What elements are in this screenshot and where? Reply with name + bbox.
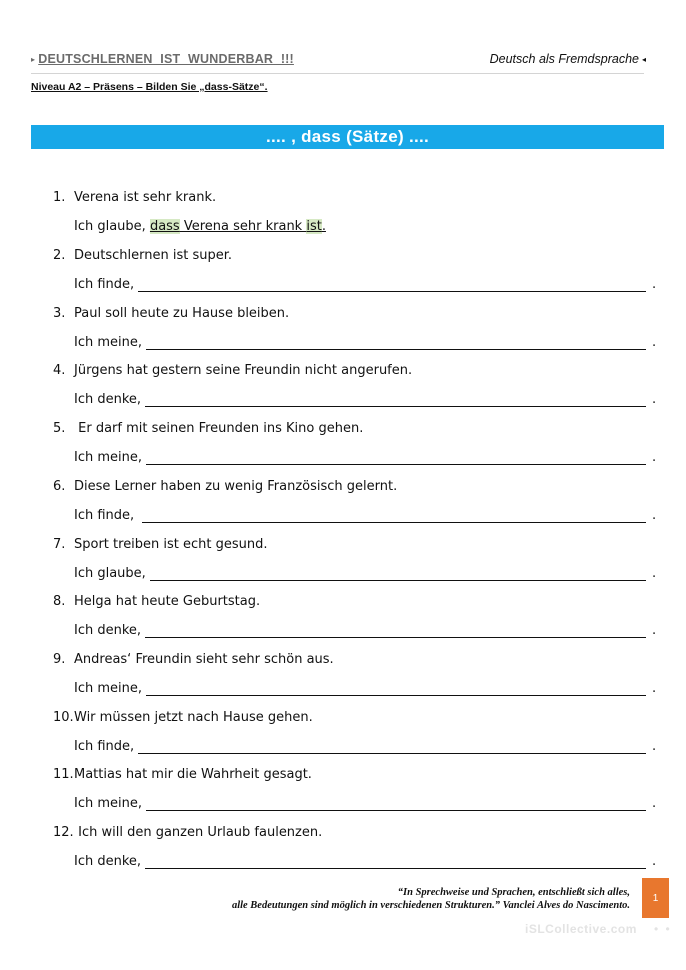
answer-blank-line[interactable]	[145, 393, 646, 407]
exercise-sentence: Verena ist sehr krank.	[74, 190, 217, 205]
exercise-prompt	[53, 421, 363, 436]
answer-blank-line[interactable]	[146, 336, 646, 350]
exercise-sentence: Sport treiben ist echt gesund.	[74, 536, 268, 552]
exercise-prompt	[53, 363, 412, 378]
exercise-sentence: Paul soll heute zu Hause bleiben.	[74, 305, 290, 321]
exercise-number: 1.	[53, 190, 66, 205]
watermark: iSLCollective.com	[525, 922, 637, 936]
answer-start: Ich meine,	[74, 450, 142, 466]
example-answer	[74, 219, 326, 234]
highlight-dass: dass	[149, 219, 180, 234]
exercise-sentence: Ich will den ganzen Urlaub faulenzen.	[74, 825, 323, 840]
answer-row	[74, 392, 656, 407]
exercise-sentence: Diese Lerner haben zu wenig Französisch gelernt.	[74, 478, 398, 494]
exercise-number: 2.	[53, 248, 66, 263]
exercise-prompt	[53, 248, 232, 263]
exercise-number: 11.	[53, 767, 74, 783]
answer-start: Ich denke,	[74, 854, 142, 869]
answer-start: Ich meine,	[74, 334, 142, 350]
page-title: .... , dass (Sätze) ....	[265, 127, 430, 146]
exercise-prompt	[53, 594, 260, 609]
exercise-sentence: Helga hat heute Geburtstag.	[74, 594, 261, 610]
title-banner	[31, 125, 664, 149]
answer-period: .	[652, 738, 657, 754]
exercise-number: 6.	[53, 478, 66, 494]
answer-period: .	[652, 565, 657, 581]
exercise-prompt	[53, 479, 397, 494]
exercise-sentence: Wir müssen jetzt nach Hause gehen.	[74, 709, 313, 725]
answer-period: .	[652, 334, 657, 350]
footer-quote	[232, 886, 630, 912]
exercise-number: 12.	[53, 825, 74, 840]
answer-blank-line[interactable]	[142, 509, 646, 523]
answer-row	[74, 566, 656, 581]
page-number: 1	[652, 892, 659, 904]
exercise-prompt	[53, 710, 313, 725]
quote-line-1: “In Sprechweise und Sprachen, entschließt sich alles,	[397, 887, 630, 898]
answer-start: Ich glaube,	[74, 219, 150, 234]
answer-blank-line[interactable]	[138, 740, 646, 754]
answer-start: Ich glaube,	[74, 565, 146, 581]
exercise-prompt	[53, 306, 289, 321]
answer-period: .	[652, 854, 657, 869]
answer-middle: Verena sehr krank	[179, 219, 307, 234]
answer-blank-line[interactable]	[146, 797, 646, 811]
exercise-sentence: Mattias hat mir die Wahrheit gesagt.	[74, 767, 312, 783]
exercise-sentence: Andreas‘ Freundin sieht sehr schön aus.	[74, 651, 334, 667]
watermark-dots: • •	[654, 922, 672, 936]
exercise-number: 5.	[53, 421, 66, 437]
answer-blank-line[interactable]	[138, 278, 646, 292]
exercise-number: 4.	[53, 363, 66, 379]
worksheet-instructions: Niveau A2 – Präsens – Bilden Sie „dass-Sätze“.	[31, 81, 268, 93]
exercise-sentence: Er darf mit seinen Freunden ins Kino gehen.	[74, 421, 364, 437]
answer-row	[74, 796, 656, 811]
header-site-title-text: DEUTSCHLERNEN IST WUNDERBAR !!!	[38, 52, 294, 66]
answer-row	[74, 277, 656, 292]
answer-row	[74, 854, 656, 869]
answer-start: Ich denke,	[74, 623, 142, 639]
answer-start: Ich meine,	[74, 680, 142, 696]
triangle-left-icon: ◂	[641, 55, 646, 64]
answer-blank-line[interactable]	[145, 624, 646, 638]
answer-blank-line[interactable]	[150, 567, 646, 581]
exercise-number: 9.	[53, 651, 66, 667]
answer-row	[74, 623, 656, 638]
exercise-number: 3.	[53, 305, 66, 321]
exercise-prompt	[53, 190, 216, 205]
answer-period: .	[652, 680, 657, 696]
exercise-number: 8.	[53, 594, 66, 610]
answer-row	[74, 739, 656, 754]
exercise-number: 7.	[53, 536, 66, 552]
answer-period: .	[652, 623, 657, 639]
header-site-title	[31, 52, 294, 66]
exercise-prompt	[53, 825, 322, 840]
answer-end: .	[321, 219, 326, 234]
answer-row	[74, 681, 656, 696]
header-subject	[490, 52, 646, 66]
page-number-badge	[642, 878, 669, 918]
exercise-prompt	[53, 537, 268, 552]
answer-row	[74, 508, 656, 523]
triangle-right-icon: ▸	[31, 55, 36, 64]
answer-period: .	[652, 392, 657, 408]
answer-start: Ich finde,	[74, 507, 139, 523]
answer-blank-line[interactable]	[146, 451, 646, 465]
exercise-sentence: Deutschlernen ist super.	[74, 248, 232, 263]
answer-start: Ich meine,	[74, 796, 142, 812]
exercise-prompt	[53, 767, 312, 782]
answer-start: Ich finde,	[74, 738, 135, 754]
answer-start: Ich finde,	[74, 277, 135, 292]
answer-row	[74, 335, 656, 350]
exercise-number: 10.	[53, 709, 74, 725]
header-subject-text: Deutsch als Fremdsprache	[489, 52, 639, 66]
exercise-prompt	[53, 652, 334, 667]
answer-start: Ich denke,	[74, 392, 142, 408]
answer-period: .	[652, 450, 657, 466]
header-divider	[31, 73, 644, 74]
quote-line-2: alle Bedeutungen sind möglich in verschiedenen Strukturen.” Vanclei Alves do Nascimento.	[231, 900, 630, 911]
answer-period: .	[652, 796, 657, 812]
answer-blank-line[interactable]	[146, 682, 646, 696]
answer-blank-line[interactable]	[145, 855, 646, 869]
answer-row	[74, 450, 656, 465]
exercise-sentence: Jürgens hat gestern seine Freundin nicht angerufen.	[74, 363, 413, 379]
highlight-verb: ist	[306, 219, 322, 234]
answer-period: .	[652, 277, 657, 292]
answer-period: .	[652, 507, 657, 523]
